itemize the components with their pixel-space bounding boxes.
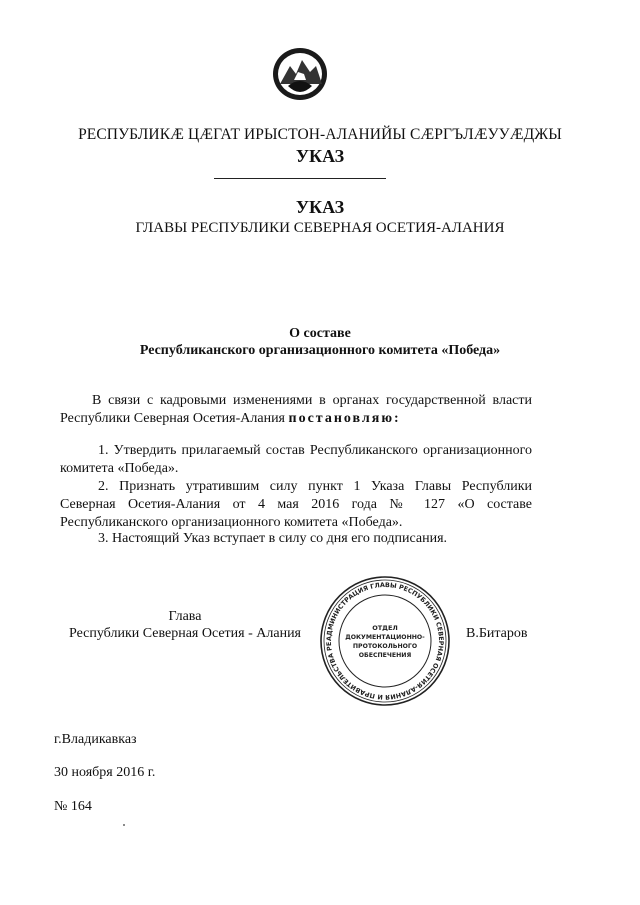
ukaz-title-ossetian: УКАЗ bbox=[295, 146, 345, 166]
coat-of-arms-icon bbox=[270, 46, 330, 102]
subject-line-1: О составе bbox=[289, 326, 351, 341]
decree-word: постановляю: bbox=[288, 411, 401, 426]
decree-item-2: 2. Признать утратившим силу пункт 1 Указа Главы Республики Северная Осетия-Алания от 4 мая 2016 года № 127 «О составе Республиканского организационного комитета «Победа». bbox=[60, 479, 532, 530]
intro-text: В связи с кадровыми изменениями в органах государственной власти Республики Северная Осетия-Алания bbox=[60, 393, 532, 426]
signer-title-line-1: Глава bbox=[168, 609, 202, 624]
signer-name: В.Битаров bbox=[466, 626, 528, 641]
seal-ring-text: АДМИНИСТРАЦИЯ ГЛАВЫ РЕСПУБЛИКИ СЕВЕРНАЯ ОСЕТИЯ-АЛАНИЯ И ПРАВИТЕЛЬСТВА РЕ bbox=[324, 580, 446, 702]
decree-item-3: 3. Настоящий Указ вступает в силу со дня его подписания. bbox=[98, 531, 448, 546]
official-seal-icon bbox=[318, 574, 452, 708]
seal-inner-line-1: ОТДЕЛ bbox=[372, 624, 398, 632]
decree-item-1: 1. Утвердить прилагаемый состав Республиканского организационного комитета «Победа». bbox=[60, 443, 532, 476]
decree-number: № 164 bbox=[54, 799, 92, 814]
issue-date: 30 ноября 2016 г. bbox=[54, 765, 156, 780]
divider bbox=[214, 178, 386, 179]
signer-title-line-2: Республики Северная Осетия - Алания bbox=[69, 626, 301, 641]
speck bbox=[123, 824, 125, 826]
seal-inner-line-2: ДОКУМЕНТАЦИОННО- bbox=[345, 634, 425, 641]
issuer-heading: ГЛАВЫ РЕСПУБЛИКИ СЕВЕРНАЯ ОСЕТИЯ-АЛАНИЯ bbox=[135, 220, 505, 236]
issue-place: г.Владикавказ bbox=[54, 732, 137, 747]
seal-inner-line-4: ОБЕСПЕЧЕНИЯ bbox=[358, 652, 412, 659]
intro-paragraph bbox=[60, 392, 532, 428]
subject-line-2: Республиканского организационного комитета «Победа» bbox=[139, 343, 501, 358]
seal-inner-line-3: ПРОТОКОЛЬНОГО bbox=[352, 643, 418, 650]
ossetian-heading: РЕСПУБЛИКӔ ЦӔГАТ ИРЫСТОН-АЛАНИЙЫ СӔРГЪЛӔУУӔДЖЫ bbox=[78, 126, 562, 143]
ukaz-title-russian: УКАЗ bbox=[295, 197, 345, 217]
